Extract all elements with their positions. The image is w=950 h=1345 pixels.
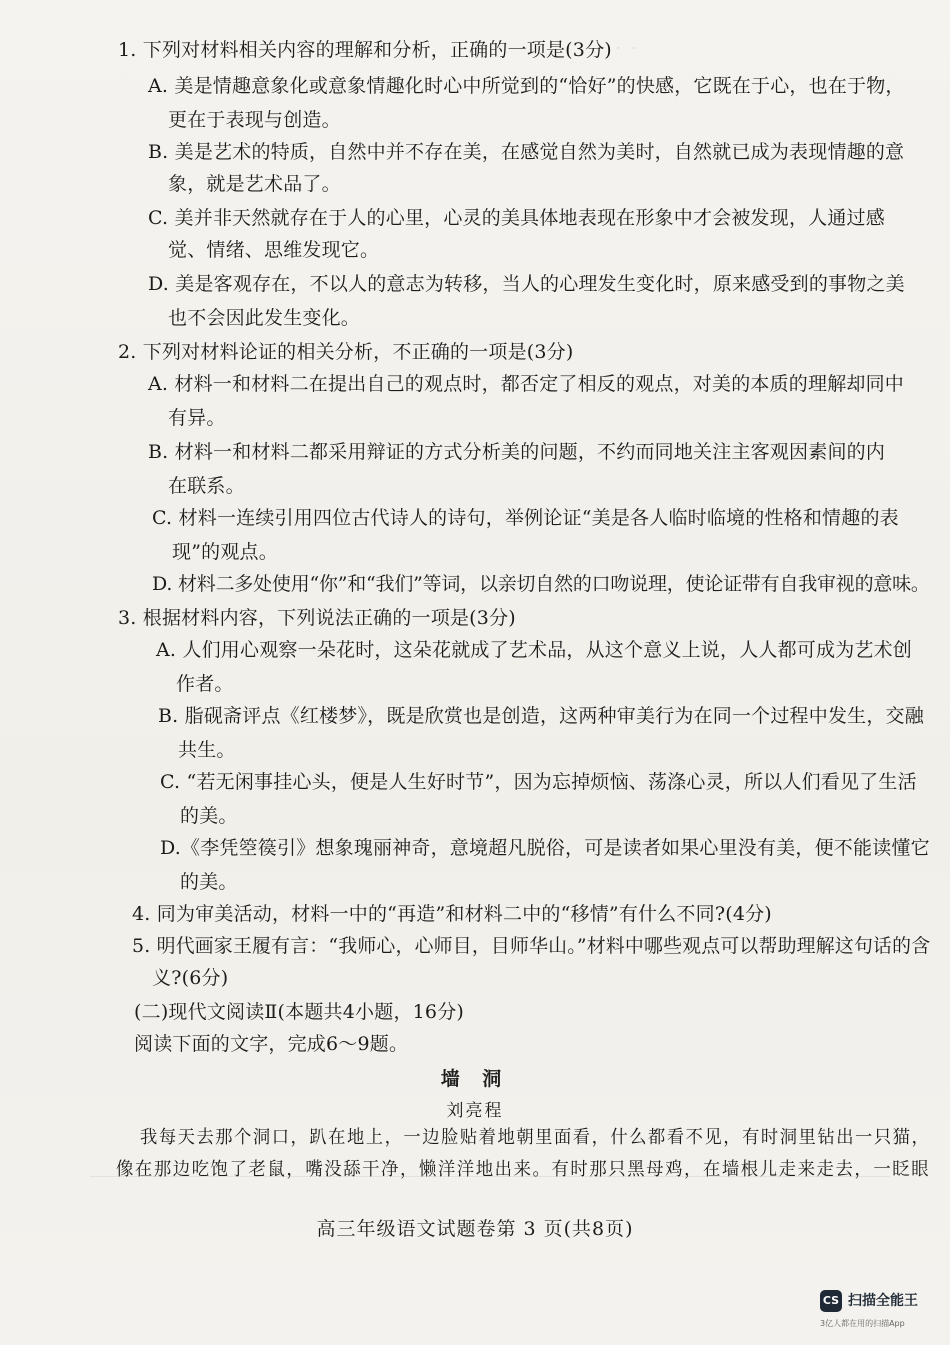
passage-title: 墙 洞: [440, 1068, 510, 1090]
question-2-stem: 2. 下列对材料论证的相关分析，不正确的一项是(3分): [118, 341, 574, 363]
question-3-option-a-cont: 作者。: [176, 673, 234, 695]
question-2-option-a: A. 材料一和材料二在提出自己的观点时，都否定了相反的观点，对美的本质的理解却同中: [148, 373, 905, 395]
question-2-option-c-cont: 现”的观点。: [172, 541, 278, 563]
page-footer: 高三年级语文试题卷第 3 页(共8页): [316, 1218, 634, 1240]
passage-author: 刘亮程: [446, 1101, 504, 1121]
question-3-stem: 3. 根据材料内容，下列说法正确的一项是(3分): [118, 607, 516, 629]
section-heading: (二)现代文阅读Ⅱ(本题共4小题，16分): [134, 1001, 465, 1023]
question-3-option-d: D.《李凭箜篌引》想象瑰丽神奇，意境超凡脱俗，可是读者如果心里没有美，便不能读懂它: [160, 837, 930, 859]
section-instruction: 阅读下面的文字，完成6～9题。: [134, 1033, 409, 1055]
camscanner-logo-icon: CS: [820, 1290, 842, 1312]
question-1-option-d: D. 美是客观存在，不以人的意志为转移，当人的心理发生变化时，原来感受到的事物之美: [148, 273, 905, 295]
question-1-option-a-cont: 更在于表现与创造。: [168, 109, 341, 131]
passage-line-2: 像在那边吃饱了老鼠，嘴没舔干净，懒洋洋地出来。有时那只黑母鸡，在墙根儿走来走去，一眨眼: [116, 1159, 931, 1180]
question-3-option-c: C. “若无闲事挂心头，便是人生好时节”，因为忘掉烦恼、荡涤心灵，所以人们看见了生活: [160, 771, 917, 793]
question-1-option-a: A. 美是情趣意象化或意象情趣化时心中所觉到的“恰好”的快感，它既在于心，也在于物，: [148, 75, 905, 97]
question-1-option-b-cont: 象，就是艺术品了。: [168, 173, 341, 195]
question-1-option-d-cont: 也不会因此发生变化。: [168, 307, 361, 329]
question-1-option-c-cont: 觉、情绪、思维发现它。: [168, 239, 380, 261]
question-2-option-b-cont: 在联系。: [168, 475, 245, 497]
question-3-option-b: B. 脂砚斋评点《红楼梦》，既是欣赏也是创造，这两种审美行为在同一个过程中发生，交融: [158, 705, 924, 727]
question-2-option-c: C. 材料一连续引用四位古代诗人的诗句，举例论证“美是各人临时临境的性格和情趣的表: [152, 507, 899, 529]
question-2-option-d: D. 材料二多处使用“你”和“我们”等词，以亲切自然的口吻说理，使论证带有自我审视的意味。: [152, 573, 930, 595]
question-4: 4. 同为审美活动，材料一中的“再造”和材料二中的“移情”有什么不同?(4分): [132, 903, 772, 925]
question-3-option-d-cont: 的美。: [180, 871, 238, 893]
question-2-option-a-cont: 有异。: [168, 407, 226, 429]
watermark-tagline: 3亿人都在用的扫描App: [820, 1319, 905, 1328]
bleed-through-text: · · ·: [600, 38, 639, 59]
question-1-stem: 1. 下列对材料相关内容的理解和分析，正确的一项是(3分): [118, 39, 612, 61]
passage-line-1: 我每天去那个洞口，趴在地上，一边脸贴着地朝里面看，什么都看不见，有时洞里钻出一只猫，: [140, 1127, 931, 1148]
question-2-option-b: B. 材料一和材料二都采用辩证的方式分析美的问题，不约而同地关注主客观因素间的内: [148, 441, 886, 463]
question-1-option-c: C. 美并非天然就存在于人的心里，心灵的美具体地表现在形象中才会被发现，人通过感: [148, 207, 885, 229]
question-1-option-b: B. 美是艺术的特质，自然中并不存在美，在感觉自然为美时，自然就已成为表现情趣的意: [148, 141, 905, 163]
question-5-cont: 义?(6分): [152, 967, 229, 989]
watermark-app-name: 扫描全能王: [848, 1293, 918, 1309]
question-3-option-c-cont: 的美。: [180, 805, 238, 827]
question-5: 5. 明代画家王履有言：“我师心，心师目，目师华山。”材料中哪些观点可以帮助理解这句话的含: [132, 935, 931, 957]
footer-divider: [90, 1176, 890, 1177]
question-3-option-b-cont: 共生。: [178, 739, 236, 761]
question-3-option-a: A. 人们用心观察一朵花时，这朵花就成了艺术品，从这个意义上说，人人都可成为艺术创: [156, 639, 913, 661]
scanner-watermark: [820, 1288, 935, 1338]
